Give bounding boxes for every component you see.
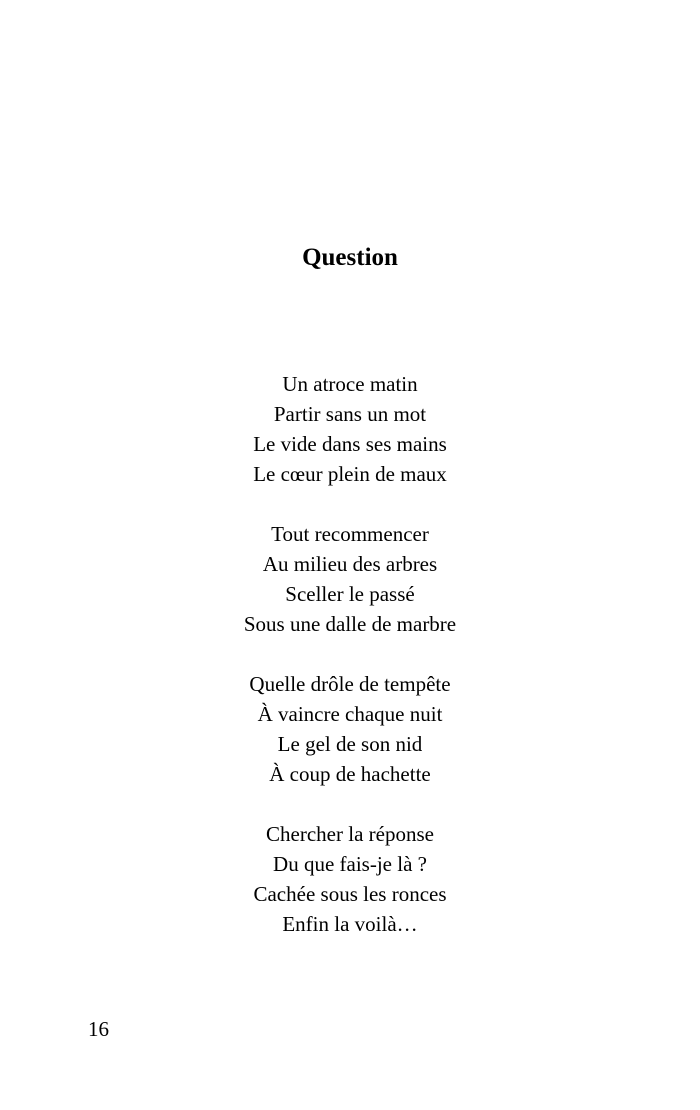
stanza [0, 819, 700, 939]
verse: Cachée sous les ronces [253, 882, 447, 906]
verse: Le vide dans ses mains [253, 432, 447, 456]
stanza [0, 669, 700, 789]
poem-body [0, 369, 700, 969]
poem-title: Question [302, 244, 398, 271]
verse: Le cœur plein de maux [253, 462, 447, 486]
verse: Au milieu des arbres [262, 552, 438, 576]
stanza [0, 519, 700, 639]
verse: Un atroce matin [282, 372, 418, 396]
verse: Sous une dalle de marbre [243, 612, 457, 636]
verse: Sceller le passé [285, 582, 415, 606]
verse: À coup de hachette [269, 762, 431, 786]
verse: Le gel de son nid [277, 732, 423, 756]
verse: Tout recommencer [271, 522, 429, 546]
verse: Partir sans un mot [273, 402, 427, 426]
verse: Du que fais-je là ? [273, 852, 427, 876]
page-number: 16 [88, 1017, 109, 1041]
verse: Enfin la voilà… [282, 912, 418, 936]
verse: Quelle drôle de tempête [249, 672, 451, 696]
verse: À vaincre chaque nuit [257, 702, 443, 726]
stanza [0, 369, 700, 489]
verse: Chercher la réponse [266, 822, 434, 846]
